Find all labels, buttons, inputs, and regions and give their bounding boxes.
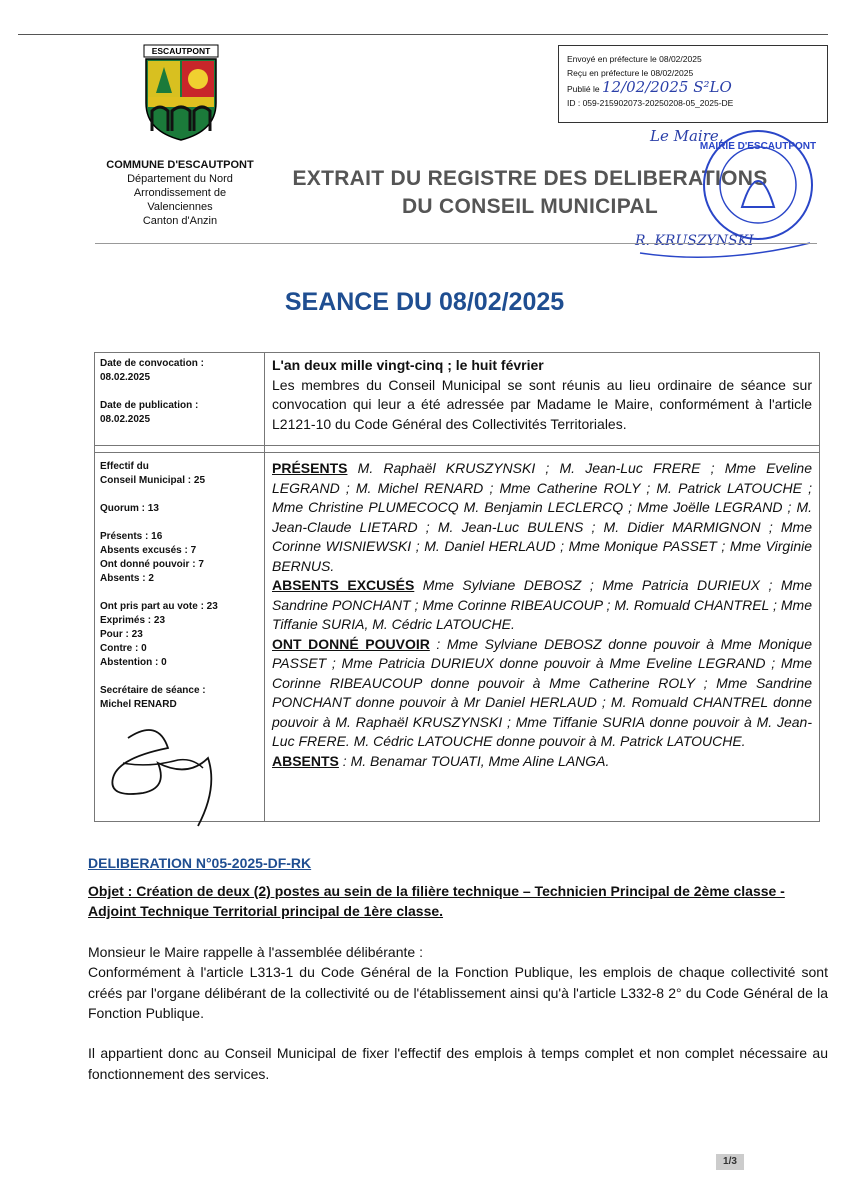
votes-contre: Contre : 0 [100, 643, 147, 654]
title-line-1: EXTRAIT DU REGISTRE DES DELIBERATIONS [292, 167, 768, 190]
svg-text:Le Maire,: Le Maire, [650, 127, 724, 145]
publication-value: 08.02.2025 [100, 414, 151, 425]
publie-handwritten-date: 12/02/2025 S²LO [601, 78, 732, 96]
intro-block [272, 356, 812, 434]
pouvoir-count: Ont donné pouvoir : 7 [100, 559, 204, 570]
commune-title: COMMUNE D'ESCAUTPONT [106, 159, 254, 171]
absents-count: Absents : 2 [100, 573, 154, 584]
absents-excuses-count: Absents excusés : 7 [100, 545, 197, 556]
deliberation-number: DELIBERATION N°05-2025-DF-RK [88, 855, 312, 871]
title-line-2: DU CONSEIL MUNICIPAL [401, 195, 659, 218]
absents-paragraph [272, 752, 812, 772]
prefecture-recu: Reçu en préfecture le 08/02/2025 [567, 68, 694, 78]
pouvoirs-list: : Mme Sylviane DEBOSZ donne pouvoir à Mme Monique PASSET ; Mme Patricia DURIEUX donne pouvoir à Mme Eveline LEGRAND ; Mme Corinne RIBEAUCOUP donne pouvoir à Mme Catherine ROLY ; Mme Sandrine PONCHANT donne pouvoir à Mr Daniel HERLAUD ; M. Romuald CHANTREL donne pouvoir à M. Raphaël KRUSZYNSKI ; Mme Tiffanie SURIA donne pouvoir à M. Jean-Luc FRERE. M. Cédric LATOUCHE donne pouvoir à M. Patrick LATOUCHE. [272, 635, 812, 749]
prefecture-envoye: Envoyé en préfecture le 08/02/2025 [567, 54, 702, 64]
convocation-block [100, 357, 260, 427]
secretaire-name: Michel RENARD [100, 699, 177, 710]
table-divider-horizontal [94, 445, 820, 446]
paragraph-rappel: Monsieur le Maire rappelle à l'assemblée délibérante : [88, 944, 423, 960]
publie-label: Publié le [567, 84, 600, 94]
absents-excuses-label: ABSENTS EXCUSÉS [272, 577, 415, 593]
vote-summary [100, 460, 260, 712]
header-rule [95, 243, 817, 244]
publication-label: Date de publication : [100, 400, 199, 411]
absents-label: ABSENTS [272, 752, 339, 769]
prefecture-publie [567, 80, 827, 96]
pouvoirs-paragraph [272, 635, 812, 752]
presents-list: M. Raphaël KRUSZYNSKI ; M. Jean-Luc FRERE ; Mme Eveline LEGRAND ; M. Michel RENARD ; Mme Catherine ROLY ; M. Patrick LATOUCHE ; Mme Christine PLUMECOCQ M. Benjamin LECLERCQ ; Mme Joëlle LEGRAND ; M. Jean-Claude LIETARD ; M. Jean-Luc BULENS ; M. Didier MARMIGNON ; Mme Corinne WISNIEWSKI ; M. Daniel HERLAUD ; Mme Monique PASSET ; Mme Virginie BERNUS. [272, 460, 812, 574]
paragraph-conformement: Conformément à l'article L313-1 du Code Général de la Fonction Publique, les emplois de chaque collectivité sont créés par l'organe délibérant de la collectivité ou de l'établissement ainsi qu'à l'article L332-8 2° du Code Général de la Fonction Publique. [88, 964, 828, 1021]
convocation-value: 08.02.2025 [100, 372, 151, 383]
absents-list: : M. Benamar TOUATI, Mme Aline LANGA. [338, 752, 610, 769]
commune-line: Valenciennes [147, 201, 213, 213]
svg-text:ESCAUTPONT: ESCAUTPONT [151, 46, 211, 56]
intro-date: L'an deux mille vingt-cinq ; le huit février [272, 357, 544, 373]
presents-paragraph [272, 459, 812, 576]
pouvoirs-label: ONT DONNÉ POUVOIR [272, 635, 430, 652]
escautpont-coat-of-arms-logo [142, 45, 220, 141]
deliberation-objet: Objet : Création de deux (2) postes au sein de la filière technique – Technicien Principal de 2ème classe - Adjoint Technique Territorial principal de 1ère classe. [88, 883, 785, 919]
votes-exprimes: Exprimés : 23 [100, 615, 166, 626]
prefecture-id: ID : 059-215902073-20250208-05_2025-DE [567, 98, 734, 108]
effectif-line-2: Conseil Municipal : 25 [100, 475, 206, 486]
prefecture-box [558, 45, 828, 123]
quorum: Quorum : 13 [100, 503, 159, 514]
commune-line: Département du Nord [127, 173, 233, 185]
svg-text:R. KRUSZYNSKI: R. KRUSZYNSKI [635, 233, 754, 249]
presents-label: PRÉSENTS [272, 460, 348, 476]
table-divider-vertical [264, 352, 265, 822]
table-divider-horizontal [94, 452, 820, 453]
svg-text:MAIRIE D'ESCAUTPONT: MAIRIE D'ESCAUTPONT [699, 141, 817, 152]
seance-title: SEANCE DU 08/02/2025 [284, 288, 565, 316]
votes-pour: Pour : 23 [100, 629, 143, 640]
convocation-label: Date de convocation : [100, 358, 204, 369]
vote-participants: Ont pris part au vote : 23 [100, 601, 218, 612]
presents-count: Présents : 16 [100, 531, 163, 542]
commune-line: Canton d'Anzin [142, 215, 218, 227]
secretaire-label: Secrétaire de séance : [100, 685, 206, 696]
commune-line: Arrondissement de [133, 187, 227, 199]
absents-excuses-list: Mme Sylviane DEBOSZ ; Mme Patricia DURIEUX ; Mme Sandrine PONCHANT ; Mme Corinne RIBEAUCOUP ; M. Romuald CHANTREL ; Mme Tiffanie SURIA, M. Cédric LATOUCHE. [272, 577, 812, 632]
effectif-line-1: Effectif du [100, 461, 149, 472]
page-number: 1/3 [716, 1154, 744, 1170]
secretary-signature [98, 718, 228, 826]
paragraph-effectif: Il appartient donc au Conseil Municipal de fixer l'effectif des emplois à temps complet et non complet nécessaire au fonctionnement des services. [88, 1045, 828, 1082]
intro-text: Les membres du Conseil Municipal se sont réunis au lieu ordinaire de séance sur convocation qui leur a été adressée par Madame le Maire, conformément à l'article L2121-10 du Code Général des Collectivités Territoriales. [272, 376, 812, 432]
absents-excuses-paragraph [272, 576, 812, 635]
votes-abstention: Abstention : 0 [100, 657, 167, 668]
mairie-stamp [635, 115, 820, 255]
top-rule [18, 34, 828, 35]
attendance-block [272, 459, 812, 771]
